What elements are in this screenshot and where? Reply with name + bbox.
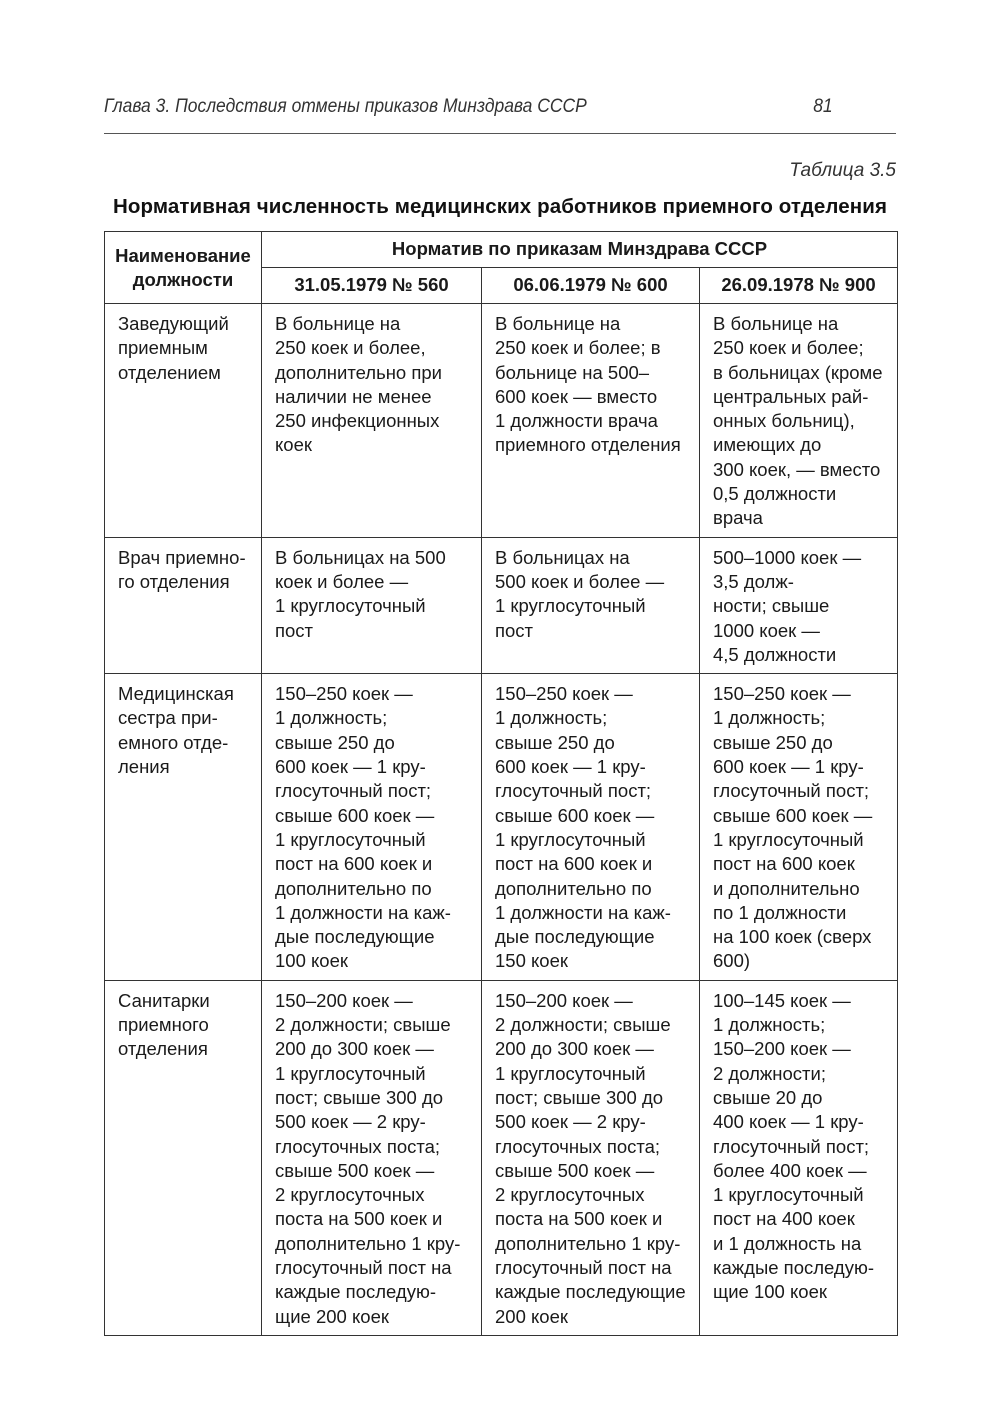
column-header-position: Наименование должности (105, 232, 262, 304)
norm-cell: 150–200 коек — 2 должности; свыше 200 до 300 коек — 1 круглосуточный пост; свыше 300 до 500 коек — 2 кру- глосуточных поста; свыше 500 коек — 2 круглосуточных поста на 500 коек и дополнительно 1 кру- глосуточный пост на каждые последующие 200 коек (482, 980, 700, 1335)
table-row (105, 980, 898, 1335)
position-cell: Санитарки приемного отделения (105, 980, 262, 1335)
position-cell: Заведующий приемным отделением (105, 304, 262, 538)
table-row (105, 537, 898, 673)
norm-cell: 150–250 коек — 1 должность; свыше 250 до 600 коек — 1 кру- глосуточный пост; свыше 600 коек — 1 круглосуточный пост на 600 коек и дополнительно по 1 должности на 100 коек (сверх 600) (700, 674, 898, 981)
position-cell: Врач приемно- го отделения (105, 537, 262, 673)
chapter-title: Глава 3. Последствия отмены приказов Минздрава СССР (104, 96, 587, 117)
column-header-order-600: 06.06.1979 № 600 (482, 268, 700, 304)
column-header-order-560: 31.05.1979 № 560 (262, 268, 482, 304)
table-row (105, 674, 898, 981)
page-number: 81 (813, 96, 833, 117)
table-title: Нормативная численность медицинских работников приемного отделения (112, 195, 888, 218)
table-row (105, 304, 898, 538)
norm-cell: В больнице на 250 коек и более; в больницах (кроме центральных рай- онных больниц), имеющих до 300 коек, — вместо 0,5 должности врача (700, 304, 898, 538)
position-cell: Медицинская сестра при- емного отде- ления (105, 674, 262, 981)
running-header (104, 96, 833, 118)
column-header-order-900: 26.09.1978 № 900 (700, 268, 898, 304)
norm-cell: В больнице на 250 коек и более, дополнительно при наличии не менее 250 инфекционных коек (262, 304, 482, 538)
norm-cell: 150–250 коек — 1 должность; свыше 250 до 600 коек — 1 кру- глосуточный пост; свыше 600 коек — 1 круглосуточный пост на 600 коек и дополнительно по 1 должности на каж- дые последующие 150 коек (482, 674, 700, 981)
norm-cell: В больнице на 250 коек и более; в больнице на 500– 600 коек — вместо 1 должности врача приемного отделения (482, 304, 700, 538)
column-group-header: Норматив по приказам Минздрава СССР (262, 232, 898, 268)
staffing-norms-table (104, 231, 898, 1336)
norm-cell: 500–1000 коек — 3,5 долж- ности; свыше 1000 коек — 4,5 должности (700, 537, 898, 673)
header-divider (104, 133, 896, 134)
norm-cell: 100–145 коек — 1 должность; 150–200 коек — 2 должности; свыше 20 до 400 коек — 1 кру- глосуточный пост; более 400 коек — 1 круглосуточный пост на 400 коек и 1 должность на каждые последую- щие 100 коек (700, 980, 898, 1335)
norm-cell: 150–200 коек — 2 должности; свыше 200 до 300 коек — 1 круглосуточный пост; свыше 300 до 500 коек — 2 кру- глосуточных поста; свыше 500 коек — 2 круглосуточных поста на 500 коек и дополнительно 1 кру- глосуточный пост на каждые последую- щие 200 коек (262, 980, 482, 1335)
norm-cell: 150–250 коек — 1 должность; свыше 250 до 600 коек — 1 кру- глосуточный пост; свыше 600 коек — 1 круглосуточный пост на 600 коек и дополнительно по 1 должности на каж- дые последующие 100 коек (262, 674, 482, 981)
norm-cell: В больницах на 500 коек и более — 1 круглосуточный пост (482, 537, 700, 673)
table-label: Таблица 3.5 (789, 160, 896, 181)
norm-cell: В больницах на 500 коек и более — 1 круглосуточный пост (262, 537, 482, 673)
